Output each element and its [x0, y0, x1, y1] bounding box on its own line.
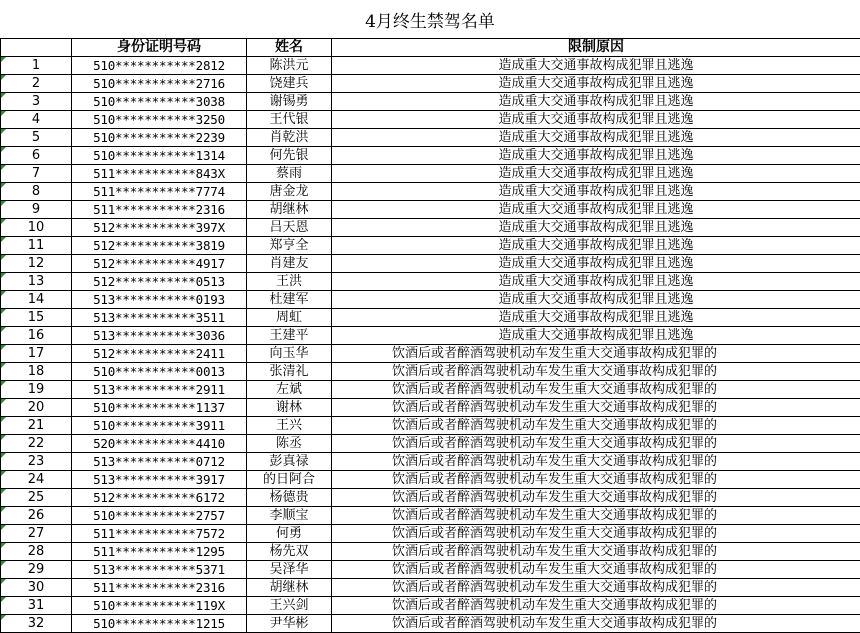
- cell-name[interactable]: 吴泽华: [247, 561, 332, 579]
- cell-index[interactable]: 11: [1, 237, 72, 255]
- cell-reason[interactable]: 饮酒后或者醉酒驾驶机动车发生重大交通事故构成犯罪的: [332, 615, 860, 633]
- cell-id-number[interactable]: 510***********3911: [72, 417, 247, 435]
- cell-id-number[interactable]: 511***********1295: [72, 543, 247, 561]
- cell-name[interactable]: 何先银: [247, 147, 332, 165]
- cell-id-number[interactable]: 513***********0712: [72, 453, 247, 471]
- table-row: [1, 147, 860, 165]
- table-row: [1, 579, 860, 597]
- cell-index[interactable]: 32: [1, 615, 72, 633]
- table-row: [1, 57, 860, 75]
- cell-reason[interactable]: 造成重大交通事故构成犯罪且逃逸: [332, 57, 860, 75]
- table-row: [1, 183, 860, 201]
- cell-id-number[interactable]: 510***********1215: [72, 615, 247, 633]
- cell-reason[interactable]: 造成重大交通事故构成犯罪且逃逸: [332, 219, 860, 237]
- cell-index[interactable]: 16: [1, 327, 72, 345]
- cell-reason[interactable]: 饮酒后或者醉酒驾驶机动车发生重大交通事故构成犯罪的: [332, 345, 860, 363]
- table-row: [1, 507, 860, 525]
- cell-index[interactable]: 17: [1, 345, 72, 363]
- header-name[interactable]: 姓名: [247, 39, 332, 57]
- cell-name[interactable]: 向玉华: [247, 345, 332, 363]
- cell-reason[interactable]: 饮酒后或者醉酒驾驶机动车发生重大交通事故构成犯罪的: [332, 597, 860, 615]
- cell-id-number[interactable]: 510***********3250: [72, 111, 247, 129]
- cell-name[interactable]: 唐金龙: [247, 183, 332, 201]
- table-row: [1, 219, 860, 237]
- cell-reason[interactable]: 造成重大交通事故构成犯罪且逃逸: [332, 93, 860, 111]
- cell-id-number[interactable]: 510***********2716: [72, 75, 247, 93]
- table-row: [1, 435, 860, 453]
- cell-reason[interactable]: 饮酒后或者醉酒驾驶机动车发生重大交通事故构成犯罪的: [332, 471, 860, 489]
- cell-index[interactable]: 14: [1, 291, 72, 309]
- cell-index[interactable]: 27: [1, 525, 72, 543]
- cell-index[interactable]: 9: [1, 201, 72, 219]
- cell-name[interactable]: 王洪: [247, 273, 332, 291]
- cell-index[interactable]: 28: [1, 543, 72, 561]
- cell-name[interactable]: 王建平: [247, 327, 332, 345]
- table-row: [1, 273, 860, 291]
- cell-id-number[interactable]: 512***********4917: [72, 255, 247, 273]
- table-row: [1, 597, 860, 615]
- table-row: [1, 291, 860, 309]
- table-row: [1, 453, 860, 471]
- cell-index[interactable]: 8: [1, 183, 72, 201]
- cell-name[interactable]: 左斌: [247, 381, 332, 399]
- cell-id-number[interactable]: 510***********3038: [72, 93, 247, 111]
- cell-name[interactable]: 谢林: [247, 399, 332, 417]
- cell-id-number[interactable]: 513***********3511: [72, 309, 247, 327]
- cell-reason[interactable]: 造成重大交通事故构成犯罪且逃逸: [332, 255, 860, 273]
- cell-name[interactable]: 吕天恩: [247, 219, 332, 237]
- cell-id-number[interactable]: 511***********2316: [72, 201, 247, 219]
- cell-name[interactable]: 彭真禄: [247, 453, 332, 471]
- cell-index[interactable]: 22: [1, 435, 72, 453]
- cell-id-number[interactable]: 510***********1314: [72, 147, 247, 165]
- cell-name[interactable]: 周虹: [247, 309, 332, 327]
- cell-index[interactable]: 30: [1, 579, 72, 597]
- header-row: [1, 39, 860, 57]
- cell-index[interactable]: 23: [1, 453, 72, 471]
- table-row: [1, 327, 860, 345]
- table-row: [1, 309, 860, 327]
- ban-list-table: [0, 38, 860, 633]
- cell-id-number[interactable]: 513***********0193: [72, 291, 247, 309]
- cell-name[interactable]: 谢锡勇: [247, 93, 332, 111]
- cell-id-number[interactable]: 513***********2911: [72, 381, 247, 399]
- cell-index[interactable]: 4: [1, 111, 72, 129]
- cell-reason[interactable]: 饮酒后或者醉酒驾驶机动车发生重大交通事故构成犯罪的: [332, 381, 860, 399]
- cell-reason[interactable]: 饮酒后或者醉酒驾驶机动车发生重大交通事故构成犯罪的: [332, 435, 860, 453]
- cell-id-number[interactable]: 512***********0513: [72, 273, 247, 291]
- cell-index[interactable]: 19: [1, 381, 72, 399]
- cell-name[interactable]: 张清礼: [247, 363, 332, 381]
- cell-index[interactable]: 29: [1, 561, 72, 579]
- cell-name[interactable]: 的日阿合: [247, 471, 332, 489]
- cell-index[interactable]: 12: [1, 255, 72, 273]
- table-row: [1, 255, 860, 273]
- cell-reason[interactable]: 饮酒后或者醉酒驾驶机动车发生重大交通事故构成犯罪的: [332, 525, 860, 543]
- cell-id-number[interactable]: 510***********0013: [72, 363, 247, 381]
- cell-index[interactable]: 10: [1, 219, 72, 237]
- cell-index[interactable]: 24: [1, 471, 72, 489]
- cell-id-number[interactable]: 510***********1137: [72, 399, 247, 417]
- cell-id-number[interactable]: 512***********3819: [72, 237, 247, 255]
- cell-id-number[interactable]: 513***********3036: [72, 327, 247, 345]
- cell-reason[interactable]: 造成重大交通事故构成犯罪且逃逸: [332, 291, 860, 309]
- cell-reason[interactable]: 饮酒后或者醉酒驾驶机动车发生重大交通事故构成犯罪的: [332, 489, 860, 507]
- cell-name[interactable]: 肖乾洪: [247, 129, 332, 147]
- cell-name[interactable]: 王代银: [247, 111, 332, 129]
- cell-name[interactable]: 王兴: [247, 417, 332, 435]
- cell-index[interactable]: 13: [1, 273, 72, 291]
- table-row: [1, 543, 860, 561]
- cell-index[interactable]: 6: [1, 147, 72, 165]
- cell-id-number[interactable]: 512***********6172: [72, 489, 247, 507]
- cell-reason[interactable]: 造成重大交通事故构成犯罪且逃逸: [332, 273, 860, 291]
- cell-id-number[interactable]: 510***********2239: [72, 129, 247, 147]
- cell-name[interactable]: 杨德贵: [247, 489, 332, 507]
- cell-index[interactable]: 18: [1, 363, 72, 381]
- cell-reason[interactable]: 饮酒后或者醉酒驾驶机动车发生重大交通事故构成犯罪的: [332, 453, 860, 471]
- cell-id-number[interactable]: 510***********2812: [72, 57, 247, 75]
- cell-name[interactable]: 杜建军: [247, 291, 332, 309]
- cell-name[interactable]: 李顺宝: [247, 507, 332, 525]
- cell-id-number[interactable]: 511***********7572: [72, 525, 247, 543]
- table-row: [1, 615, 860, 633]
- cell-name[interactable]: 陈洪元: [247, 57, 332, 75]
- table-row: [1, 165, 860, 183]
- header-index[interactable]: [1, 39, 72, 57]
- cell-index[interactable]: 3: [1, 93, 72, 111]
- cell-index[interactable]: 2: [1, 75, 72, 93]
- cell-name[interactable]: 蔡雨: [247, 165, 332, 183]
- table-row: [1, 399, 860, 417]
- cell-reason[interactable]: 造成重大交通事故构成犯罪且逃逸: [332, 111, 860, 129]
- cell-reason[interactable]: 饮酒后或者醉酒驾驶机动车发生重大交通事故构成犯罪的: [332, 543, 860, 561]
- table-row: [1, 201, 860, 219]
- cell-id-number[interactable]: 510***********2757: [72, 507, 247, 525]
- cell-id-number[interactable]: 513***********5371: [72, 561, 247, 579]
- cell-name[interactable]: 胡继林: [247, 201, 332, 219]
- cell-name[interactable]: 杨先双: [247, 543, 332, 561]
- table-body: [1, 57, 860, 633]
- table-row: [1, 237, 860, 255]
- cell-id-number[interactable]: 513***********3917: [72, 471, 247, 489]
- header-reason[interactable]: 限制原因: [332, 39, 860, 57]
- cell-name[interactable]: 郑亨全: [247, 237, 332, 255]
- cell-reason[interactable]: 饮酒后或者醉酒驾驶机动车发生重大交通事故构成犯罪的: [332, 417, 860, 435]
- table-row: [1, 489, 860, 507]
- cell-id-number[interactable]: 512***********2411: [72, 345, 247, 363]
- cell-id-number[interactable]: 510***********119X: [72, 597, 247, 615]
- cell-reason[interactable]: 饮酒后或者醉酒驾驶机动车发生重大交通事故构成犯罪的: [332, 399, 860, 417]
- cell-name[interactable]: 饶建兵: [247, 75, 332, 93]
- cell-index[interactable]: 5: [1, 129, 72, 147]
- cell-reason[interactable]: 造成重大交通事故构成犯罪且逃逸: [332, 309, 860, 327]
- cell-reason[interactable]: 造成重大交通事故构成犯罪且逃逸: [332, 165, 860, 183]
- table-row: [1, 93, 860, 111]
- cell-index[interactable]: 20: [1, 399, 72, 417]
- cell-id-number[interactable]: 511***********2316: [72, 579, 247, 597]
- cell-id-number[interactable]: 512***********397X: [72, 219, 247, 237]
- cell-index[interactable]: 31: [1, 597, 72, 615]
- cell-reason[interactable]: 饮酒后或者醉酒驾驶机动车发生重大交通事故构成犯罪的: [332, 579, 860, 597]
- cell-index[interactable]: 7: [1, 165, 72, 183]
- cell-name[interactable]: 胡继林: [247, 579, 332, 597]
- table-row: [1, 417, 860, 435]
- cell-id-number[interactable]: 511***********7774: [72, 183, 247, 201]
- cell-name[interactable]: 肖建友: [247, 255, 332, 273]
- cell-name[interactable]: 陈丞: [247, 435, 332, 453]
- table-row: [1, 345, 860, 363]
- cell-name[interactable]: 王兴剑: [247, 597, 332, 615]
- cell-reason[interactable]: 造成重大交通事故构成犯罪且逃逸: [332, 75, 860, 93]
- table-row: [1, 363, 860, 381]
- cell-reason[interactable]: 饮酒后或者醉酒驾驶机动车发生重大交通事故构成犯罪的: [332, 363, 860, 381]
- table-row: [1, 111, 860, 129]
- cell-id-number[interactable]: 511***********843X: [72, 165, 247, 183]
- cell-reason[interactable]: 饮酒后或者醉酒驾驶机动车发生重大交通事故构成犯罪的: [332, 561, 860, 579]
- cell-id-number[interactable]: 520***********4410: [72, 435, 247, 453]
- table-row: [1, 471, 860, 489]
- page-title: 4月终生禁驾名单: [365, 11, 495, 32]
- table-row: [1, 525, 860, 543]
- cell-name[interactable]: 何勇: [247, 525, 332, 543]
- header-id-number[interactable]: 身份证明号码: [72, 39, 247, 57]
- cell-index[interactable]: 21: [1, 417, 72, 435]
- table-row: [1, 129, 860, 147]
- cell-index[interactable]: 25: [1, 489, 72, 507]
- table-row: [1, 75, 860, 93]
- cell-index[interactable]: 1: [1, 57, 72, 75]
- cell-index[interactable]: 26: [1, 507, 72, 525]
- cell-reason[interactable]: 造成重大交通事故构成犯罪且逃逸: [332, 237, 860, 255]
- cell-reason[interactable]: 造成重大交通事故构成犯罪且逃逸: [332, 129, 860, 147]
- cell-name[interactable]: 尹华彬: [247, 615, 332, 633]
- cell-reason[interactable]: 造成重大交通事故构成犯罪且逃逸: [332, 201, 860, 219]
- cell-index[interactable]: 15: [1, 309, 72, 327]
- table-row: [1, 561, 860, 579]
- table-row: [1, 381, 860, 399]
- cell-reason[interactable]: 造成重大交通事故构成犯罪且逃逸: [332, 183, 860, 201]
- cell-reason[interactable]: 饮酒后或者醉酒驾驶机动车发生重大交通事故构成犯罪的: [332, 507, 860, 525]
- cell-reason[interactable]: 造成重大交通事故构成犯罪且逃逸: [332, 327, 860, 345]
- cell-reason[interactable]: 造成重大交通事故构成犯罪且逃逸: [332, 147, 860, 165]
